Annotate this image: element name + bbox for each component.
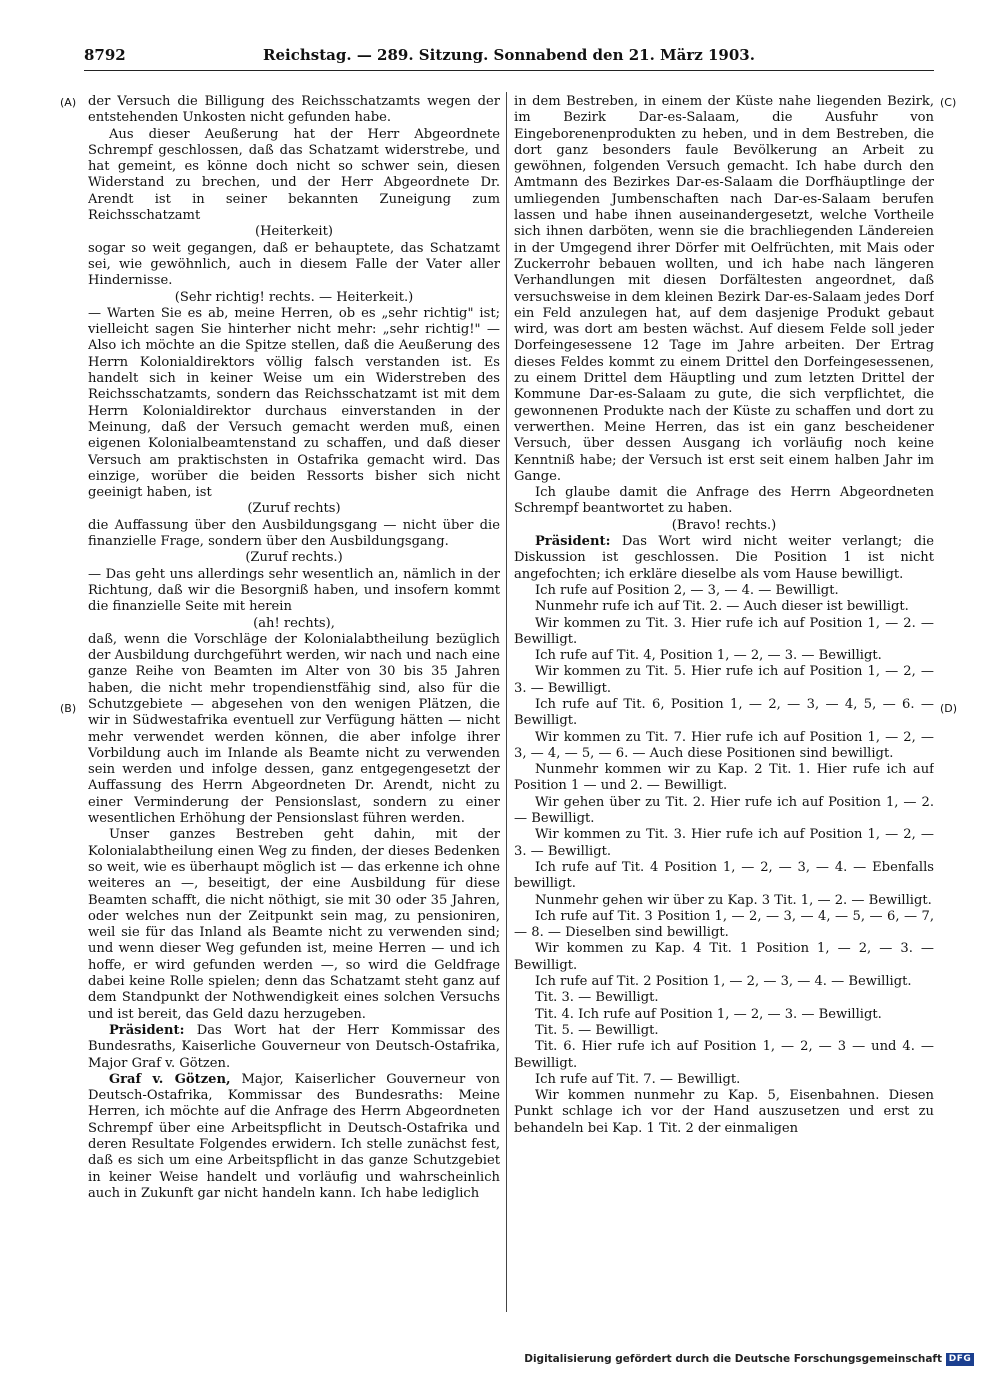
page-header (84, 46, 934, 68)
interjection: (Bravo! rechts.) (671, 517, 777, 533)
paragraph: Ich rufe auf Position 2, — 3, — 4. — Bewilligt. (534, 582, 839, 598)
paragraph: Nunmehr kommen wir zu Kap. 2 Tit. 1. Hier rufe ich auf Position 1 — und 2. — Bewilligt. (514, 762, 934, 794)
paragraph: Ich rufe auf Tit. 7. — Bewilligt. (534, 1071, 741, 1087)
speaker-name: Graf v. Götzen, (108, 1071, 231, 1087)
digitization-credit (524, 1351, 974, 1367)
paragraph: Wir kommen zu Tit. 3. Hier rufe ich auf Position 1, — 2, — 3. — Bewilligt. (514, 827, 934, 859)
interjection: (ah! rechts), (253, 615, 335, 631)
paragraph: Wir kommen zu Tit. 5. Hier rufe ich auf Position 1, — 2, — 3. — Bewilligt. (514, 664, 934, 696)
paragraph: Tit. 6. Hier rufe ich auf Position 1, — 2, — 3 — und 4. — Bewilligt. (514, 1039, 934, 1071)
paragraph: Tit. 5. — Bewilligt. (534, 1022, 659, 1038)
left-column (88, 94, 500, 1314)
paragraph: Wir kommen zu Tit. 3. Hier rufe ich auf Position 1, — 2. — Bewilligt. (514, 615, 934, 647)
margin-mark-d: (D) (940, 702, 958, 715)
paragraph: Wir gehen über zu Tit. 2. Hier rufe ich auf Position 1, — 2. — Bewilligt. (514, 794, 934, 827)
paragraph: Ich rufe auf Tit. 4 Position 1, — 2, — 3, — 4. — Ebenfalls bewilligt. (514, 859, 934, 892)
paragraph: Wir kommen zu Tit. 7. Hier rufe ich auf Position 1, — 2, — 3, — 4, — 5, — 6. — Auch diese Positionen sind bewilligt. (514, 729, 934, 761)
paragraph: die Auffassung über den Ausbildungsgang — nicht über die finanzielle Frage, sondern über den Ausbildungsgang. (88, 517, 500, 550)
paragraph: Ich rufe auf Tit. 2 Position 1, — 2, — 3, — 4. — Bewilligt. (534, 974, 912, 990)
paragraph: Tit. 4. Ich rufe auf Position 1, — 2, — 3. — Bewilligt. (534, 1006, 882, 1022)
paragraph: Ich rufe auf Tit. 4, Position 1, — 2, — 3. — Bewilligt. (534, 648, 882, 664)
paragraph: sogar so weit gegangen, daß er behauptete, das Schatzamt sei, wie gewöhnlich, auch in diesem Falle der Vater aller Hindernisse. (88, 240, 500, 289)
paragraph: Aus dieser Aeußerung hat der Herr Abgeordnete Schrempf geschlossen, daß das Schatzamt widerstrebe, und hat gemeint, es könne doch nicht so schwer sein, diesen Widerstand zu brechen, und der Herr Abgeordnete Dr. Arendt ist in seiner bekannten Zuneigung zum Reichsschatzamt (88, 126, 500, 224)
paragraph: — Das geht uns allerdings sehr wesentlich an, nämlich in der Richtung, daß wir die Besorgniß haben, und insofern kommt die finanzielle Seite mit herein (88, 566, 500, 615)
speaker-paragraph: Präsident: Das Wort hat der Herr Kommissar des Bundesraths, Kaiserliche Gouverneur von Deutsch-Ostafrika, Major Graf v. Götzen. (88, 1022, 500, 1071)
paragraph: Wir kommen zu Kap. 4 Tit. 1 Position 1, — 2, — 3. — Bewilligt. (514, 941, 934, 973)
page-title: Reichstag. — 289. Sitzung. Sonnabend den 21. März 1903. (263, 46, 755, 64)
paragraph: Wir kommen nunmehr zu Kap. 5, Eisenbahnen. Diesen Punkt schlage ich vor der Hand auszusetzen und erst zu behandeln bei Kap. 1 Tit. 2 der einmaligen (514, 1088, 934, 1136)
column-divider (506, 92, 507, 1312)
speaker-paragraph: Graf v. Götzen, Major, Kaiserlicher Gouverneur von Deutsch-Ostafrika, Kommissar des Bundesraths: Meine Herren, ich möchte auf die Anfrage des Herrn Abgeordneten Schrempf über eine Arbeitspflicht in Deutsch-Ostafrika und deren Resultate Folgendes erwidern. Ich stelle zunächst fest, daß es sich um eine Arbeitspflicht in das ganze Schutzgebiet in keiner Weise handelt und vorläufig und wahrscheinlich auch in Zukunft gar nicht handeln kann. Ich habe lediglich (88, 1071, 500, 1201)
header-rule (84, 70, 934, 71)
paragraph: Ich rufe auf Tit. 6, Position 1, — 2, — 3, — 4, 5, — 6. — Bewilligt. (514, 696, 934, 729)
page-number: 8792 (84, 46, 126, 64)
margin-mark-a: (A) (60, 96, 77, 109)
paragraph: Nunmehr rufe ich auf Tit. 2. — Auch dieser ist bewilligt. (534, 599, 909, 615)
interjection: (Zuruf rechts) (247, 501, 341, 517)
interjection: (Zuruf rechts.) (245, 550, 343, 566)
paragraph: Tit. 3. — Bewilligt. (534, 990, 659, 1006)
right-column (514, 94, 934, 1314)
paragraph: der Versuch die Billigung des Reichsschatzamts wegen der entstehenden Unkosten nicht gefunden habe. (88, 94, 500, 126)
paragraph: Ich glaube damit die Anfrage des Herrn Abgeordneten Schrempf beantwortet zu haben. (514, 485, 934, 517)
margin-mark-c: (C) (940, 96, 957, 109)
speaker-paragraph: Präsident: Das Wort wird nicht weiter verlangt; die Diskussion ist geschlossen. Die Position 1 ist nicht angefochten; ich erkläre dieselbe als vom Hause bewilligt. (514, 534, 934, 582)
margin-mark-b: (B) (60, 702, 77, 715)
dfg-logo-icon: DFG (946, 1353, 974, 1366)
paragraph: Ich rufe auf Tit. 3 Position 1, — 2, — 3, — 4, — 5, — 6, — 7, — 8. — Dieselben sind bewilligt. (514, 908, 934, 941)
credit-text: Digitalisierung gefördert durch die Deutsche Forschungsgemeinschaft (524, 1353, 942, 1365)
paragraph: — Warten Sie es ab, meine Herren, ob es „sehr richtig" ist; vielleicht sagen Sie hinterher nicht mehr: „sehr richtig!" — Also ich möchte an die Spitze stellen, daß die Aeußerung des Herrn Kolonialdirektors völlig falsch verstanden ist. Es handelt sich in keiner Weise um ein Widerstreben des Reichsschatzamts, sondern das Reichsschatzamt ist mit dem Herrn Kolonialdirektor durchaus einverstanden in der Meinung, daß der Versuch gemacht werden muß, einen eigenen Kolonialbeamtenstand zu schaffen, und daß dieser Versuch am praktischsten in Ostafrika gemacht wird. Das einzige, worüber die beiden Ressorts bisher sich nicht geeinigt haben, ist (88, 305, 500, 501)
paragraph: Unser ganzes Bestreben geht dahin, mit der Kolonialabtheilung einen Weg zu finden, der dieses Bedenken so weit, wie es überhaupt möglich ist — das erkenne ich ohne weiteres an —, beseitigt, der eine Ausbildung für diese Beamten schafft, die nicht nöthigt, sie mit 30 oder 35 Jahren, oder welches nun der Zeitpunkt sein mag, zu pensioniren, weil sie für das Inland als Beamte nicht zu verwenden sind; und wenn dieser Weg gefunden ist, meine Herren — und ich hoffe, er wird gefunden werden —, so wird die Geldfrage dabei keine Rolle spielen; denn das Schatzamt steht ganz auf dem Standpunkt der Nothwendigkeit eines solchen Versuchs und ist bereit, das Geld dazu herzugeben. (88, 827, 500, 1022)
speaker-name: Präsident: (534, 534, 611, 550)
interjection: (Sehr richtig! rechts. — Heiterkeit.) (174, 289, 414, 305)
paragraph: in dem Bestreben, in einem der Küste nahe liegenden Bezirk, im Bezirk Dar-es-Salaam, die Ausfuhr von Eingeborenenprodukten zu heben, und in dem Bestreben, die dort ganz besonders faule Bevölkerung an Arbeit zu gewöhnen, folgenden Versuch gemacht. Ich habe durch den Amtmann des Bezirkes Dar-es-Salaam die Dorfhäuptlinge der umliegenden Jumbenschaften nach Dar-es-Salaam berufen lassen und habe ihnen auseinandergesetzt, welche Vortheile sich ihnen darböten, wenn sie die brachliegenden Ländereien in der Umgegend ihrer Dörfer mit Oelfrüchten, mit Mais oder Zuckerrohr bebauen wollten, und ich habe nach längeren Verhandlungen mit diesen Dorfältesten angeordnet, daß versuchsweise in dem kleinen Bezirk Dar-es-Salaam jedes Dorf ein Feld anzulegen hat, auf dem dasjenige Produkt gebaut wird, was dort am besten wächst. Auf diesem Felde soll jeder Dorfeingesessene 12 Tage im Jahre arbeiten. Der Ertrag dieses Feldes kommt zu einem Drittel den Dorfeingesessenen, zu einem Drittel dem Häuptling und zum letzten Drittel der Kommune Dar-es-Salaam zu gute, die sich verpflichtet, die gewonnenen Produkte nach der Küste zu schaffen und dort zu verwerthen. Meine Herren, das ist ein ganz bescheidener Versuch, über dessen Ausgang ich vorläufig noch keine Kenntniß habe; der Versuch ist erst seit einem halben Jahr im Gange. (514, 94, 934, 484)
paragraph: Nunmehr gehen wir über zu Kap. 3 Tit. 1, — 2. — Bewilligt. (534, 892, 932, 908)
speaker-name: Präsident: (108, 1022, 185, 1038)
interjection: (Heiterkeit) (255, 224, 333, 240)
paragraph: daß, wenn die Vorschläge der Kolonialabtheilung bezüglich der Ausbildung durchgeführt werden, wir nach und nach eine ganze Reihe von Beamten im Alter von 30 bis 35 Jahren haben, die nicht mehr tropendienstfähig sind, also für die Schutzgebiete — abgesehen von den wenigen Plätzen, die wir in Südwestafrika eventuell zur Verfügung hätten — nicht mehr verwendet werden können, die aber infolge ihrer Vorbildung auch im Inlande als Beamte nicht zu verwenden sein werden und infolge dessen, ganz entgegengesetzt der Auffassung des Herrn Abgeordneten Dr. Arendt, nicht zu einer Verminderung der Pensionslast, sondern zu einer wesentlichen Erhöhung der Pensionslast führen werden. (88, 631, 500, 827)
